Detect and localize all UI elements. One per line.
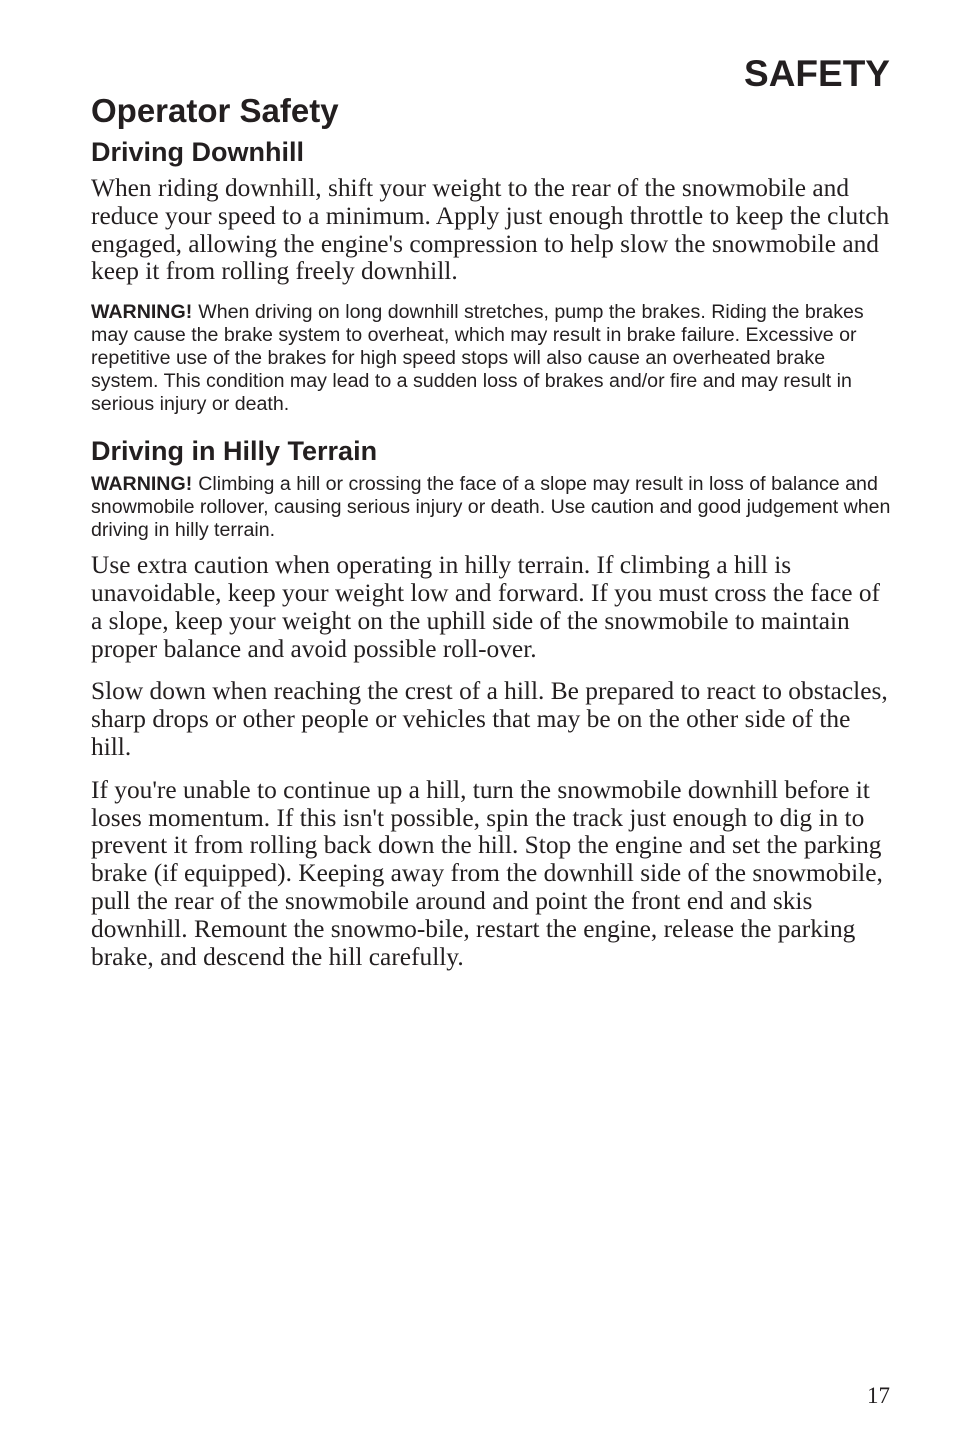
page-number: 17 xyxy=(867,1383,890,1408)
downhill-paragraph: When riding downhill, shift your weight to the rear of the snowmobile and reduce your speed to a minimum. Apply just enough throttle to keep the clutch engaged, allowing the engine's compression to help slow the snowmobile and keep it from rolling freely downhill. xyxy=(91,174,890,286)
warning-text: When driving on long downhill stretches, pump the brakes. Riding the brakes may cause the brake system to overheat, which may result in brake failure. Excessive or repetitive use of the brakes for high speed stops will also cause an overheated brake system. This condition may lead to a sudden loss of brakes and/or fire and may result in serious injury or death. xyxy=(91,301,864,416)
warning-text: Climbing a hill or crossing the face of a slope may result in loss of balance and snowmobile rollover, causing serious injury or death. Use caution and good judgement when driving in hilly terrain. xyxy=(91,473,891,542)
subheading-driving-downhill: Driving Downhill xyxy=(91,137,304,167)
section-body xyxy=(91,134,891,971)
hilly-paragraph-1: Use extra caution when operating in hilly terrain. If climbing a hill is unavoidable, keep your weight low and forward. If you must cross the face of a slope, keep your weight on the uphill side of the snowmobile to maintain proper balance and avoid possible roll-over. xyxy=(91,551,880,663)
hilly-paragraph-2: Slow down when reaching the crest of a hill. Be prepared to react to obstacles, sharp drops or other people or vehicles that may be on the other side of the hill. xyxy=(91,677,888,761)
section-title: Operator Safety xyxy=(91,92,339,129)
warning-label: WARNING! xyxy=(91,301,193,324)
hilly-paragraph-3: If you're unable to continue up a hill, turn the snowmobile downhill before it loses momentum. If this isn't possible, spin the track just enough to dig in to prevent it from rolling back down the hill. Stop the engine and set the parking brake (if equipped). Keeping away from the downhill side of the snowmobile, pull the rear of the snowmobile around and point the front end and skis downhill. Remount the snowmo-bile, restart the engine, release the parking brake, and descend the hill carefully. xyxy=(91,775,883,971)
chapter-title: SAFETY xyxy=(744,53,890,94)
downhill-warning xyxy=(91,301,891,416)
warning-label: WARNING! xyxy=(91,473,193,496)
hilly-warning xyxy=(91,473,891,542)
subheading-driving-hilly-terrain: Driving in Hilly Terrain xyxy=(91,436,378,467)
